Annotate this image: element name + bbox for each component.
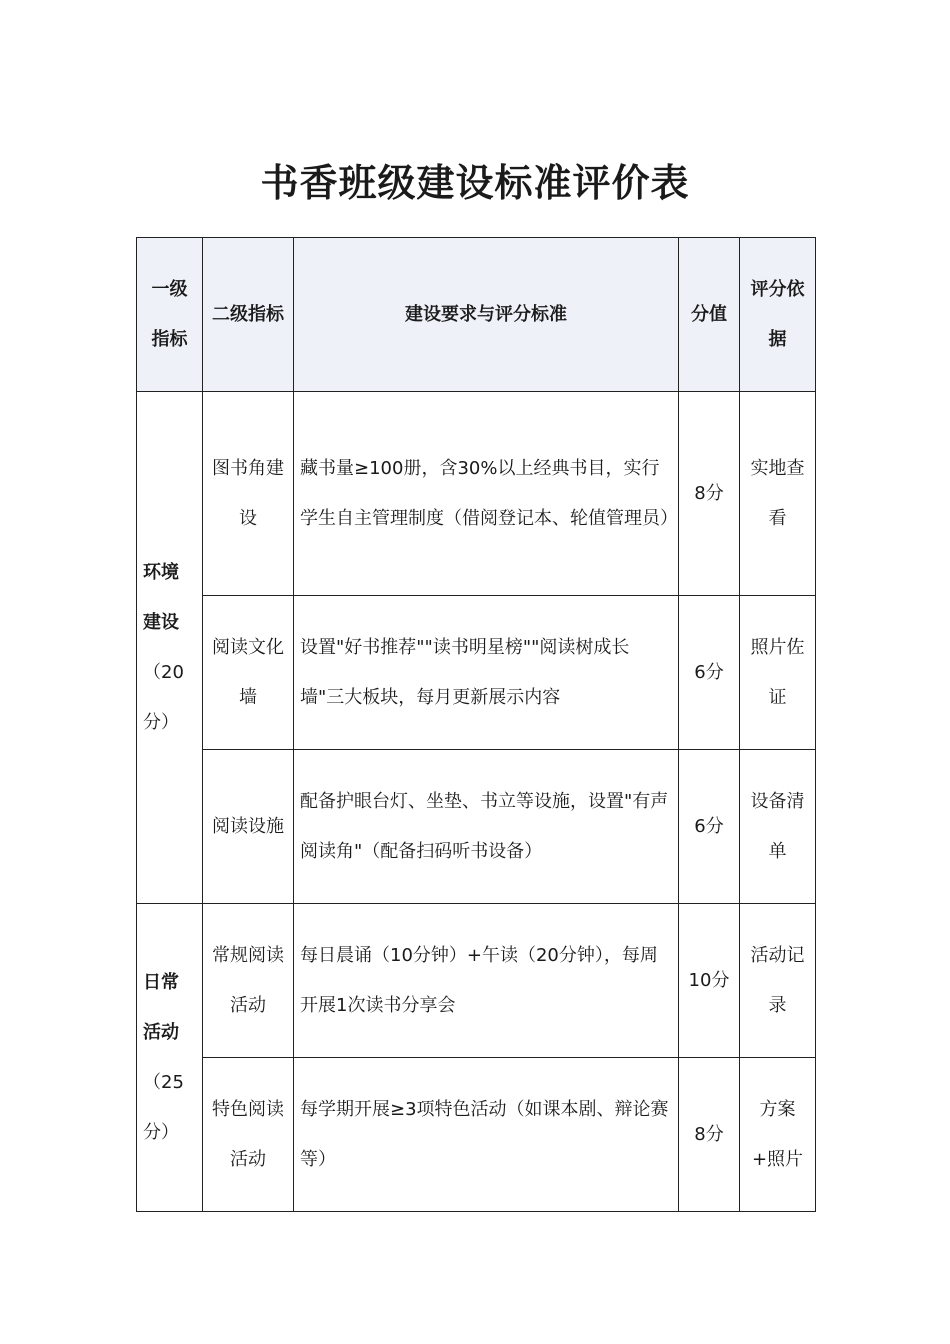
level2-cell: 阅读设施 [203, 750, 294, 904]
level2-cell: 常规阅读活动 [203, 904, 294, 1058]
header-score: 分值 [679, 238, 740, 392]
level2-cell: 特色阅读活动 [203, 1058, 294, 1212]
criteria-cell: 设置"好书推荐""读书明星榜""阅读树成长墙"三大板块，每月更新展示内容 [294, 596, 679, 750]
criteria-cell: 每学期开展≥3项特色活动（如课本剧、辩论赛等） [294, 1058, 679, 1212]
level1-name: 日常活动 [143, 971, 179, 1043]
level1-cell-environment [137, 392, 203, 904]
score-cell: 6分 [679, 596, 740, 750]
score-cell: 10分 [679, 904, 740, 1058]
score-cell: 8分 [679, 1058, 740, 1212]
level1-name: 环境建设 [143, 561, 179, 633]
table-row [137, 904, 816, 1058]
basis-cell: 活动记录 [740, 904, 816, 1058]
basis-cell: 照片佐证 [740, 596, 816, 750]
level2-cell: 图书角建设 [203, 392, 294, 596]
level1-cell-daily [137, 904, 203, 1212]
header-level2: 二级指标 [203, 238, 294, 392]
table-row [137, 392, 816, 596]
table-row [137, 1058, 816, 1212]
table-row [137, 750, 816, 904]
criteria-cell: 配备护眼台灯、坐垫、书立等设施，设置"有声阅读角"（配备扫码听书设备） [294, 750, 679, 904]
score-cell: 6分 [679, 750, 740, 904]
basis-cell: 方案+照片 [740, 1058, 816, 1212]
level1-points: （20分） [143, 661, 184, 733]
header-level1: 一级指标 [137, 238, 203, 392]
criteria-cell: 每日晨诵（10分钟）+午读（20分钟），每周开展1次读书分享会 [294, 904, 679, 1058]
table-row [137, 596, 816, 750]
page-title: 书香班级建设标准评价表 [260, 161, 690, 205]
criteria-cell: 藏书量≥100册，含30%以上经典书目，实行学生自主管理制度（借阅登记本、轮值管理员） [294, 392, 679, 596]
header-row [137, 238, 816, 392]
level2-cell: 阅读文化墙 [203, 596, 294, 750]
score-cell: 8分 [679, 392, 740, 596]
header-basis: 评分依据 [740, 238, 816, 392]
basis-cell: 设备清单 [740, 750, 816, 904]
evaluation-table [136, 237, 816, 1212]
basis-cell: 实地查看 [740, 392, 816, 596]
header-criteria: 建设要求与评分标准 [294, 238, 679, 392]
level1-points: （25分） [143, 1071, 184, 1143]
